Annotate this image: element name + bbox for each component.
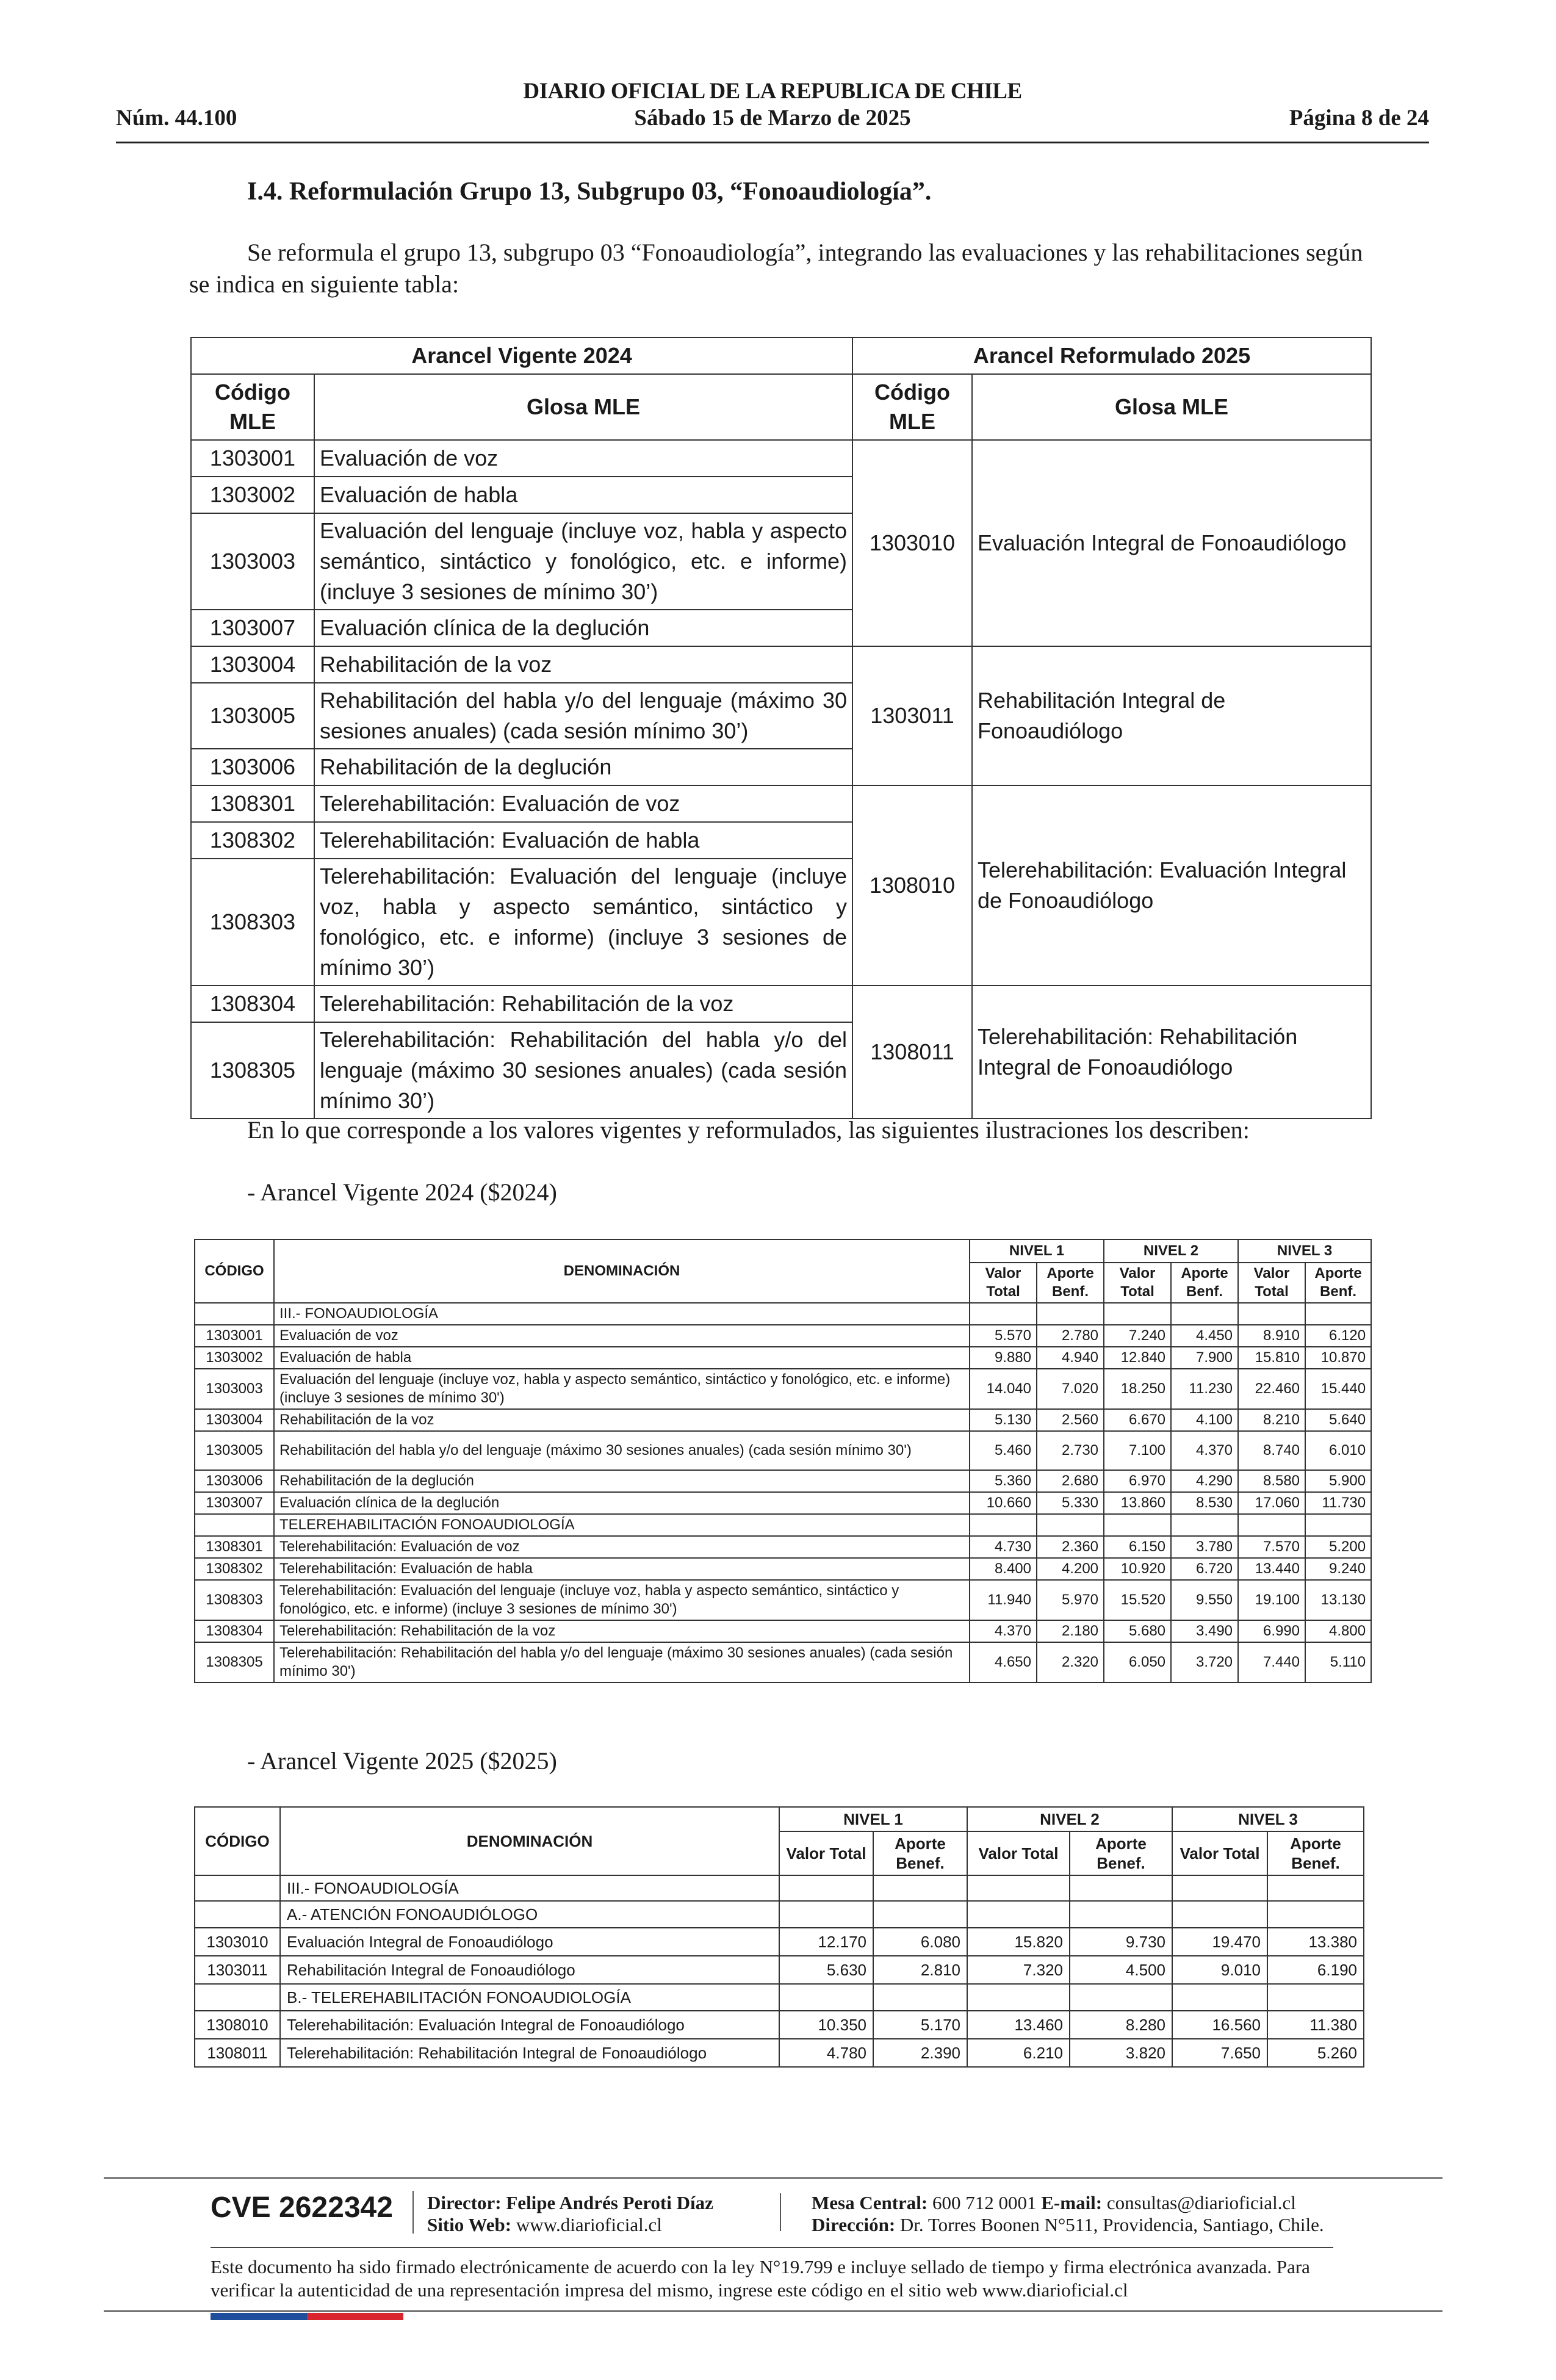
nivel1-valor-cell: 4.650: [970, 1642, 1037, 1682]
nivel3-valor-cell: 7.440: [1238, 1642, 1305, 1682]
nivel1-valor-cell: 5.130: [970, 1409, 1037, 1431]
table-row: [195, 1347, 1371, 1369]
empty-cell: [1305, 1514, 1371, 1536]
footer-divider-top: [104, 2177, 1443, 2179]
code-cell: 1303004: [195, 1409, 274, 1431]
nivel2-aporte-cell: 4.290: [1171, 1470, 1238, 1492]
section-row: [195, 1514, 1371, 1536]
empty-cell: [779, 1875, 873, 1901]
empty-cell: [1267, 1875, 1364, 1901]
group-header-2025: Arancel Reformulado 2025: [852, 337, 1371, 374]
glosa-cell: Evaluación de habla: [314, 477, 852, 513]
code-cell: 1308301: [191, 785, 314, 822]
new-code-cell: 1308011: [852, 986, 972, 1119]
nivel3-valor-cell: 15.810: [1238, 1347, 1305, 1369]
nivel3-aporte-cell: 11.380: [1267, 2011, 1364, 2039]
denomination-cell: Telerehabilitación: Evaluación del lenguaje (incluye voz, habla y aspecto semántico, sintáctico y fonológico, etc. e informe) (incluye 3 sesiones de mínimo 30'): [274, 1580, 970, 1620]
table-row: [195, 1536, 1371, 1558]
col-header-code: Código MLE: [191, 374, 314, 440]
empty-cell: [779, 1901, 873, 1928]
nivel3-aporte-cell: 6.010: [1305, 1431, 1371, 1470]
empty-cell: [970, 1514, 1037, 1536]
nivel2-valor-cell: 6.150: [1104, 1536, 1171, 1558]
glosa-cell: Evaluación de voz: [314, 440, 852, 477]
nivel2-valor-cell: 18.250: [1104, 1369, 1171, 1409]
nivel3-valor-cell: 7.650: [1172, 2039, 1267, 2067]
col-header-denomination: DENOMINACIÓN: [280, 1807, 779, 1875]
code-cell: 1308304: [195, 1620, 274, 1642]
table-row: [195, 1928, 1364, 1956]
nivel1-aporte-cell: 6.080: [873, 1928, 967, 1956]
empty-cell: [1104, 1303, 1171, 1325]
valor-total-header: Valor Total: [967, 1831, 1070, 1875]
code-cell: 1303001: [195, 1325, 274, 1347]
table-row: [195, 1620, 1371, 1642]
nivel2-aporte-cell: 7.900: [1171, 1347, 1238, 1369]
glosa-cell: Telerehabilitación: Evaluación del lenguaje (incluye voz, habla y aspecto semántico, sintáctico y fonológico, etc. e informe) (incluye 3 sesiones de mínimo 30’): [314, 859, 852, 986]
denomination-cell: Rehabilitación de la voz: [274, 1409, 970, 1431]
denomination-cell: Evaluación del lenguaje (incluye voz, habla y aspecto semántico, sintáctico y fonológico, etc. e informe) (incluye 3 sesiones de mínimo 30'): [274, 1369, 970, 1409]
nivel2-valor-cell: 13.460: [967, 2011, 1070, 2039]
page-number: Página 8 de 24: [1289, 106, 1429, 131]
nivel2-aporte-cell: 9.550: [1171, 1580, 1238, 1620]
nivel3-aporte-cell: 9.240: [1305, 1558, 1371, 1580]
intro-paragraph: Se reformula el grupo 13, subgrupo 03 “Fonoaudiología”, integrando las evaluaciones y las rehabilitaciones según se indica en siguiente tabla:: [189, 239, 1363, 298]
nivel3-aporte-cell: 5.900: [1305, 1470, 1371, 1492]
nivel3-valor-cell: 9.010: [1172, 1956, 1267, 1984]
empty-cell: [1070, 1901, 1172, 1928]
valor-total-header: Valor Total: [1172, 1831, 1267, 1875]
code-cell: 1303005: [191, 683, 314, 749]
empty-cell: [1104, 1514, 1171, 1536]
empty-cell: [1070, 1875, 1172, 1901]
denomination-cell: Telerehabilitación: Rehabilitación de la voz: [274, 1620, 970, 1642]
nivel2-aporte-cell: 6.720: [1171, 1558, 1238, 1580]
section-title: I.4. Reformulación Grupo 13, Subgrupo 03, “Fonoaudiología”.: [247, 178, 932, 206]
table-row: [195, 1492, 1371, 1514]
nivel2-aporte-cell: 11.230: [1171, 1369, 1238, 1409]
table-row: [191, 986, 1371, 1022]
nivel2-valor-cell: 6.210: [967, 2039, 1070, 2067]
code-cell: 1303004: [191, 646, 314, 683]
nivel3-valor-cell: 6.990: [1238, 1620, 1305, 1642]
new-code-cell: 1308010: [852, 785, 972, 986]
footer-separator: [780, 2193, 781, 2231]
nivel3-aporte-cell: 15.440: [1305, 1369, 1371, 1409]
nivel3-aporte-cell: 10.870: [1305, 1347, 1371, 1369]
issue-number: Núm. 44.100: [116, 106, 237, 131]
nivel-1-header: NIVEL 1: [970, 1239, 1104, 1263]
nivel2-valor-cell: 12.840: [1104, 1347, 1171, 1369]
code-cell: 1308301: [195, 1536, 274, 1558]
nivel3-valor-cell: 8.580: [1238, 1470, 1305, 1492]
nivel1-aporte-cell: 2.560: [1037, 1409, 1104, 1431]
nivel2-valor-cell: 15.820: [967, 1928, 1070, 1956]
denomination-cell: Telerehabilitación: Rehabilitación del habla y/o del lenguaje (máximo 30 sesiones anuales) (cada sesión mínimo 30'): [274, 1642, 970, 1682]
nivel3-aporte-cell: 5.200: [1305, 1536, 1371, 1558]
table-row: [195, 1642, 1371, 1682]
section-label: TELEREHABILITACIÓN FONOAUDIOLOGÍA: [274, 1514, 970, 1536]
code-cell: 1308010: [195, 2011, 280, 2039]
code-cell: 1303002: [191, 477, 314, 513]
nivel2-aporte-cell: 9.730: [1070, 1928, 1172, 1956]
reformulation-table: [190, 337, 1372, 1119]
empty-cell: [195, 1303, 274, 1325]
footer-separator: [412, 2191, 414, 2234]
col-header-glosa: Glosa MLE: [314, 374, 852, 440]
denomination-cell: Rehabilitación del habla y/o del lenguaje (máximo 30 sesiones anuales) (cada sesión mínimo 30'): [274, 1431, 970, 1470]
code-cell: 1303003: [191, 513, 314, 610]
nivel1-aporte-cell: 2.390: [873, 2039, 967, 2067]
nivel1-aporte-cell: 4.200: [1037, 1558, 1104, 1580]
empty-cell: [779, 1984, 873, 2011]
nivel1-valor-cell: 4.370: [970, 1620, 1037, 1642]
table-row: [195, 2011, 1364, 2039]
website-link[interactable]: www.diarioficial.cl: [516, 2214, 662, 2235]
address-label: Dirección:: [812, 2214, 896, 2235]
aporte-benf-header: Aporte Benf.: [1037, 1263, 1104, 1303]
subtitle-2024: - Arancel Vigente 2024 ($2024): [247, 1178, 557, 1206]
new-code-cell: 1303010: [852, 440, 972, 646]
empty-cell: [195, 1875, 280, 1901]
nivel-2-header: NIVEL 2: [967, 1807, 1172, 1831]
code-cell: 1308305: [191, 1022, 314, 1119]
empty-cell: [873, 1984, 967, 2011]
nivel1-valor-cell: 9.880: [970, 1347, 1037, 1369]
director-label: Director:: [427, 2192, 502, 2213]
address-text: Dr. Torres Boonen N°511, Providencia, Santiago, Chile.: [899, 2214, 1324, 2235]
new-glosa-cell: Telerehabilitación: Rehabilitación Integral de Fonoaudiólogo: [972, 986, 1371, 1119]
empty-cell: [1305, 1303, 1371, 1325]
aporte-benef-header: Aporte Benef.: [1267, 1831, 1364, 1875]
subtitle-2025: - Arancel Vigente 2025 ($2025): [247, 1747, 557, 1775]
table-row: [195, 1580, 1371, 1620]
nivel2-valor-cell: 13.860: [1104, 1492, 1171, 1514]
code-cell: 1303001: [191, 440, 314, 477]
valor-total-header: Valor Total: [1104, 1263, 1171, 1303]
glosa-cell: Telerehabilitación: Rehabilitación de la voz: [314, 986, 852, 1022]
nivel1-aporte-cell: 2.680: [1037, 1470, 1104, 1492]
signature-notice: Este documento ha sido firmado electrónicamente de acuerdo con la ley N°19.799 e incluye sellado de tiempo y firma electrónica avanzada. Para verificar la autenticidad de una representación impresa del mismo, ingrese este código en el sitio web www.diarioficial.cl: [211, 2256, 1310, 2301]
empty-cell: [1070, 1984, 1172, 2011]
table-row: [195, 1431, 1371, 1470]
code-cell: 1303006: [191, 749, 314, 785]
nivel1-aporte-cell: 2.810: [873, 1956, 967, 1984]
footer-divider-mid: [211, 2247, 1333, 2248]
section-row: [195, 1901, 1364, 1928]
code-cell: 1308302: [191, 822, 314, 859]
nivel3-aporte-cell: 5.110: [1305, 1642, 1371, 1682]
nivel2-valor-cell: 5.680: [1104, 1620, 1171, 1642]
new-glosa-cell: Evaluación Integral de Fonoaudiólogo: [972, 440, 1371, 646]
nivel1-aporte-cell: 2.180: [1037, 1620, 1104, 1642]
email-label: E-mail:: [1041, 2192, 1103, 2213]
nivel3-aporte-cell: 13.130: [1305, 1580, 1371, 1620]
nivel1-valor-cell: 8.400: [970, 1558, 1037, 1580]
nivel2-aporte-cell: 4.450: [1171, 1325, 1238, 1347]
nivel1-valor-cell: 10.660: [970, 1492, 1037, 1514]
glosa-cell: Telerehabilitación: Evaluación de habla: [314, 822, 852, 859]
nivel3-valor-cell: 19.470: [1172, 1928, 1267, 1956]
code-cell: 1308303: [191, 859, 314, 986]
nivel2-aporte-cell: 3.720: [1171, 1642, 1238, 1682]
nivel1-aporte-cell: 4.940: [1037, 1347, 1104, 1369]
nivel3-aporte-cell: 11.730: [1305, 1492, 1371, 1514]
cve-code: CVE 2622342: [211, 2191, 393, 2224]
nivel3-valor-cell: 8.210: [1238, 1409, 1305, 1431]
nivel2-valor-cell: 6.970: [1104, 1470, 1171, 1492]
nivel3-valor-cell: 8.740: [1238, 1431, 1305, 1470]
nivel1-valor-cell: 4.730: [970, 1536, 1037, 1558]
aporte-benf-header: Aporte Benf.: [1305, 1263, 1371, 1303]
nivel2-aporte-cell: 4.370: [1171, 1431, 1238, 1470]
aporte-benef-header: Aporte Benef.: [1070, 1831, 1172, 1875]
valor-total-header: Valor Total: [970, 1263, 1037, 1303]
nivel1-valor-cell: 5.460: [970, 1431, 1037, 1470]
code-cell: 1303002: [195, 1347, 274, 1369]
table-row: [195, 2039, 1364, 2067]
nivel2-valor-cell: 7.240: [1104, 1325, 1171, 1347]
nivel2-valor-cell: 7.100: [1104, 1431, 1171, 1470]
new-code-cell: 1303011: [852, 646, 972, 785]
nivel3-aporte-cell: 5.640: [1305, 1409, 1371, 1431]
nivel3-valor-cell: 19.100: [1238, 1580, 1305, 1620]
denomination-cell: Telerehabilitación: Rehabilitación Integral de Fonoaudiólogo: [280, 2039, 779, 2067]
valor-total-header: Valor Total: [1238, 1263, 1305, 1303]
empty-cell: [967, 1984, 1070, 2011]
nivel3-valor-cell: 22.460: [1238, 1369, 1305, 1409]
section-row: [195, 1303, 1371, 1325]
table-row: [195, 1325, 1371, 1347]
empty-cell: [1172, 1984, 1267, 2011]
section-label: A.- ATENCIÓN FONOAUDIÓLOGO: [280, 1901, 779, 1928]
empty-cell: [195, 1984, 280, 2011]
empty-cell: [1238, 1303, 1305, 1325]
nivel3-valor-cell: 8.910: [1238, 1325, 1305, 1347]
table-row: [195, 1558, 1371, 1580]
denomination-cell: Telerehabilitación: Evaluación de habla: [274, 1558, 970, 1580]
section-label: III.- FONOAUDIOLOGÍA: [280, 1875, 779, 1901]
page-header: [116, 78, 1429, 145]
valor-total-header: Valor Total: [779, 1831, 873, 1875]
nivel1-aporte-cell: 2.780: [1037, 1325, 1104, 1347]
flag-bar-red: [307, 2313, 403, 2320]
nivel2-valor-cell: 6.050: [1104, 1642, 1171, 1682]
denomination-cell: Telerehabilitación: Evaluación de voz: [274, 1536, 970, 1558]
nivel1-aporte-cell: 2.360: [1037, 1536, 1104, 1558]
nivel1-aporte-cell: 5.970: [1037, 1580, 1104, 1620]
empty-cell: [1037, 1303, 1104, 1325]
code-cell: 1303006: [195, 1470, 274, 1492]
nivel2-aporte-cell: 3.490: [1171, 1620, 1238, 1642]
empty-cell: [1171, 1514, 1238, 1536]
empty-cell: [1172, 1875, 1267, 1901]
nivel3-valor-cell: 13.440: [1238, 1558, 1305, 1580]
glosa-cell: Telerehabilitación: Rehabilitación del habla y/o del lenguaje (máximo 30 sesiones anuales) (cada sesión mínimo 30’): [314, 1022, 852, 1119]
code-cell: 1308011: [195, 2039, 280, 2067]
col-header-glosa-new: Glosa MLE: [972, 374, 1371, 440]
empty-cell: [873, 1901, 967, 1928]
table-row: [195, 1369, 1371, 1409]
glosa-cell: Rehabilitación del habla y/o del lenguaje (máximo 30 sesiones anuales) (cada sesión mínimo 30’): [314, 683, 852, 749]
col-header-code-new: Código MLE: [852, 374, 972, 440]
arancel-2024-table: [194, 1239, 1372, 1683]
issue-date: Sábado 15 de Marzo de 2025: [634, 106, 911, 131]
nivel3-aporte-cell: 13.380: [1267, 1928, 1364, 1956]
new-glosa-cell: Rehabilitación Integral de Fonoaudiólogo: [972, 646, 1371, 785]
footer-divider-bottom: [104, 2310, 1443, 2312]
nivel1-aporte-cell: 7.020: [1037, 1369, 1104, 1409]
nivel3-aporte-cell: 4.800: [1305, 1620, 1371, 1642]
table-row: [195, 1470, 1371, 1492]
nivel3-valor-cell: 7.570: [1238, 1536, 1305, 1558]
denomination-cell: Evaluación de voz: [274, 1325, 970, 1347]
group-header-2024: Arancel Vigente 2024: [191, 337, 852, 374]
code-cell: 1308304: [191, 986, 314, 1022]
code-cell: 1308303: [195, 1580, 274, 1620]
nivel1-valor-cell: 5.570: [970, 1325, 1037, 1347]
footer-contact-block: [812, 2192, 1324, 2236]
nivel3-aporte-cell: 6.120: [1305, 1325, 1371, 1347]
empty-cell: [1267, 1901, 1364, 1928]
nivel3-aporte-cell: 5.260: [1267, 2039, 1364, 2067]
header-divider: [116, 142, 1429, 143]
glosa-cell: Evaluación del lenguaje (incluye voz, habla y aspecto semántico, sintáctico y fonológico, etc. e informe) (incluye 3 sesiones de mínimo 30’): [314, 513, 852, 610]
empty-cell: [873, 1875, 967, 1901]
table-row: [191, 785, 1371, 822]
table-row: [195, 1409, 1371, 1431]
nivel2-valor-cell: 10.920: [1104, 1558, 1171, 1580]
code-cell: 1303011: [195, 1956, 280, 1984]
mesa-phone: 600 712 0001: [932, 2192, 1037, 2213]
section-row: [195, 1984, 1364, 2011]
new-glosa-cell: Telerehabilitación: Evaluación Integral de Fonoaudiólogo: [972, 785, 1371, 986]
empty-cell: [195, 1901, 280, 1928]
denomination-cell: Evaluación Integral de Fonoaudiólogo: [280, 1928, 779, 1956]
nivel2-valor-cell: 15.520: [1104, 1580, 1171, 1620]
nivel3-valor-cell: 17.060: [1238, 1492, 1305, 1514]
empty-cell: [195, 1514, 274, 1536]
glosa-cell: Telerehabilitación: Evaluación de voz: [314, 785, 852, 822]
nivel1-valor-cell: 4.780: [779, 2039, 873, 2067]
denomination-cell: Rehabilitación Integral de Fonoaudiólogo: [280, 1956, 779, 1984]
empty-cell: [967, 1875, 1070, 1901]
nivel2-aporte-cell: 4.500: [1070, 1956, 1172, 1984]
nivel1-aporte-cell: 5.170: [873, 2011, 967, 2039]
flag-bar-blue: [211, 2313, 307, 2320]
code-cell: 1303005: [195, 1431, 274, 1470]
mesa-label: Mesa Central:: [812, 2192, 928, 2213]
nivel3-valor-cell: 16.560: [1172, 2011, 1267, 2039]
nivel1-valor-cell: 5.630: [779, 1956, 873, 1984]
email-link[interactable]: consultas@diarioficial.cl: [1106, 2192, 1296, 2213]
denomination-cell: Evaluación de habla: [274, 1347, 970, 1369]
nivel-2-header: NIVEL 2: [1104, 1239, 1238, 1263]
code-cell: 1308305: [195, 1642, 274, 1682]
section-label: III.- FONOAUDIOLOGÍA: [274, 1303, 970, 1325]
denomination-cell: Telerehabilitación: Evaluación Integral de Fonoaudiólogo: [280, 2011, 779, 2039]
empty-cell: [1238, 1514, 1305, 1536]
col-header-code: CÓDIGO: [195, 1239, 274, 1303]
aporte-benf-header: Aporte Benf.: [1171, 1263, 1238, 1303]
empty-cell: [1037, 1514, 1104, 1536]
nivel2-aporte-cell: 8.280: [1070, 2011, 1172, 2039]
code-cell: 1303010: [195, 1928, 280, 1956]
director-name: Felipe Andrés Peroti Díaz: [506, 2192, 713, 2213]
col-header-code: CÓDIGO: [195, 1807, 280, 1875]
nivel-1-header: NIVEL 1: [779, 1807, 967, 1831]
nivel2-aporte-cell: 3.820: [1070, 2039, 1172, 2067]
nivel1-aporte-cell: 2.320: [1037, 1642, 1104, 1682]
code-cell: 1303007: [191, 610, 314, 646]
empty-cell: [1172, 1901, 1267, 1928]
table-row: [191, 440, 1371, 477]
empty-cell: [967, 1901, 1070, 1928]
denomination-cell: Evaluación clínica de la deglución: [274, 1492, 970, 1514]
website-label: Sitio Web:: [427, 2214, 512, 2235]
glosa-cell: Rehabilitación de la voz: [314, 646, 852, 683]
code-cell: 1303003: [195, 1369, 274, 1409]
nivel-3-header: NIVEL 3: [1172, 1807, 1364, 1831]
glosa-cell: Evaluación clínica de la deglución: [314, 610, 852, 646]
nivel2-aporte-cell: 3.780: [1171, 1536, 1238, 1558]
nivel2-valor-cell: 7.320: [967, 1956, 1070, 1984]
footer-director-block: [427, 2192, 713, 2236]
arancel-2025-table: [194, 1806, 1364, 2068]
denomination-cell: Rehabilitación de la deglución: [274, 1470, 970, 1492]
col-header-denomination: DENOMINACIÓN: [274, 1239, 970, 1303]
section-row: [195, 1875, 1364, 1901]
nivel1-valor-cell: 11.940: [970, 1580, 1037, 1620]
code-cell: 1303007: [195, 1492, 274, 1514]
newspaper-title: DIARIO OFICIAL DE LA REPUBLICA DE CHILE: [523, 79, 1022, 104]
empty-cell: [1267, 1984, 1364, 2011]
nivel3-aporte-cell: 6.190: [1267, 1956, 1364, 1984]
nivel1-valor-cell: 12.170: [779, 1928, 873, 1956]
nivel2-aporte-cell: 4.100: [1171, 1409, 1238, 1431]
nivel1-aporte-cell: 5.330: [1037, 1492, 1104, 1514]
nivel-3-header: NIVEL 3: [1238, 1239, 1371, 1263]
values-paragraph: En lo que corresponde a los valores vigentes y reformulados, las siguientes ilustraciones los describen:: [247, 1116, 1250, 1144]
empty-cell: [970, 1303, 1037, 1325]
table-row: [195, 1956, 1364, 1984]
glosa-cell: Rehabilitación de la deglución: [314, 749, 852, 785]
nivel1-valor-cell: 5.360: [970, 1470, 1037, 1492]
empty-cell: [1171, 1303, 1238, 1325]
table-row: [191, 646, 1371, 683]
nivel1-valor-cell: 14.040: [970, 1369, 1037, 1409]
code-cell: 1308302: [195, 1558, 274, 1580]
nivel2-valor-cell: 6.670: [1104, 1409, 1171, 1431]
aporte-benef-header: Aporte Benef.: [873, 1831, 967, 1875]
nivel1-valor-cell: 10.350: [779, 2011, 873, 2039]
section-label: B.- TELEREHABILITACIÓN FONOAUDIOLOGÍA: [280, 1984, 779, 2011]
nivel2-aporte-cell: 8.530: [1171, 1492, 1238, 1514]
nivel1-aporte-cell: 2.730: [1037, 1431, 1104, 1470]
